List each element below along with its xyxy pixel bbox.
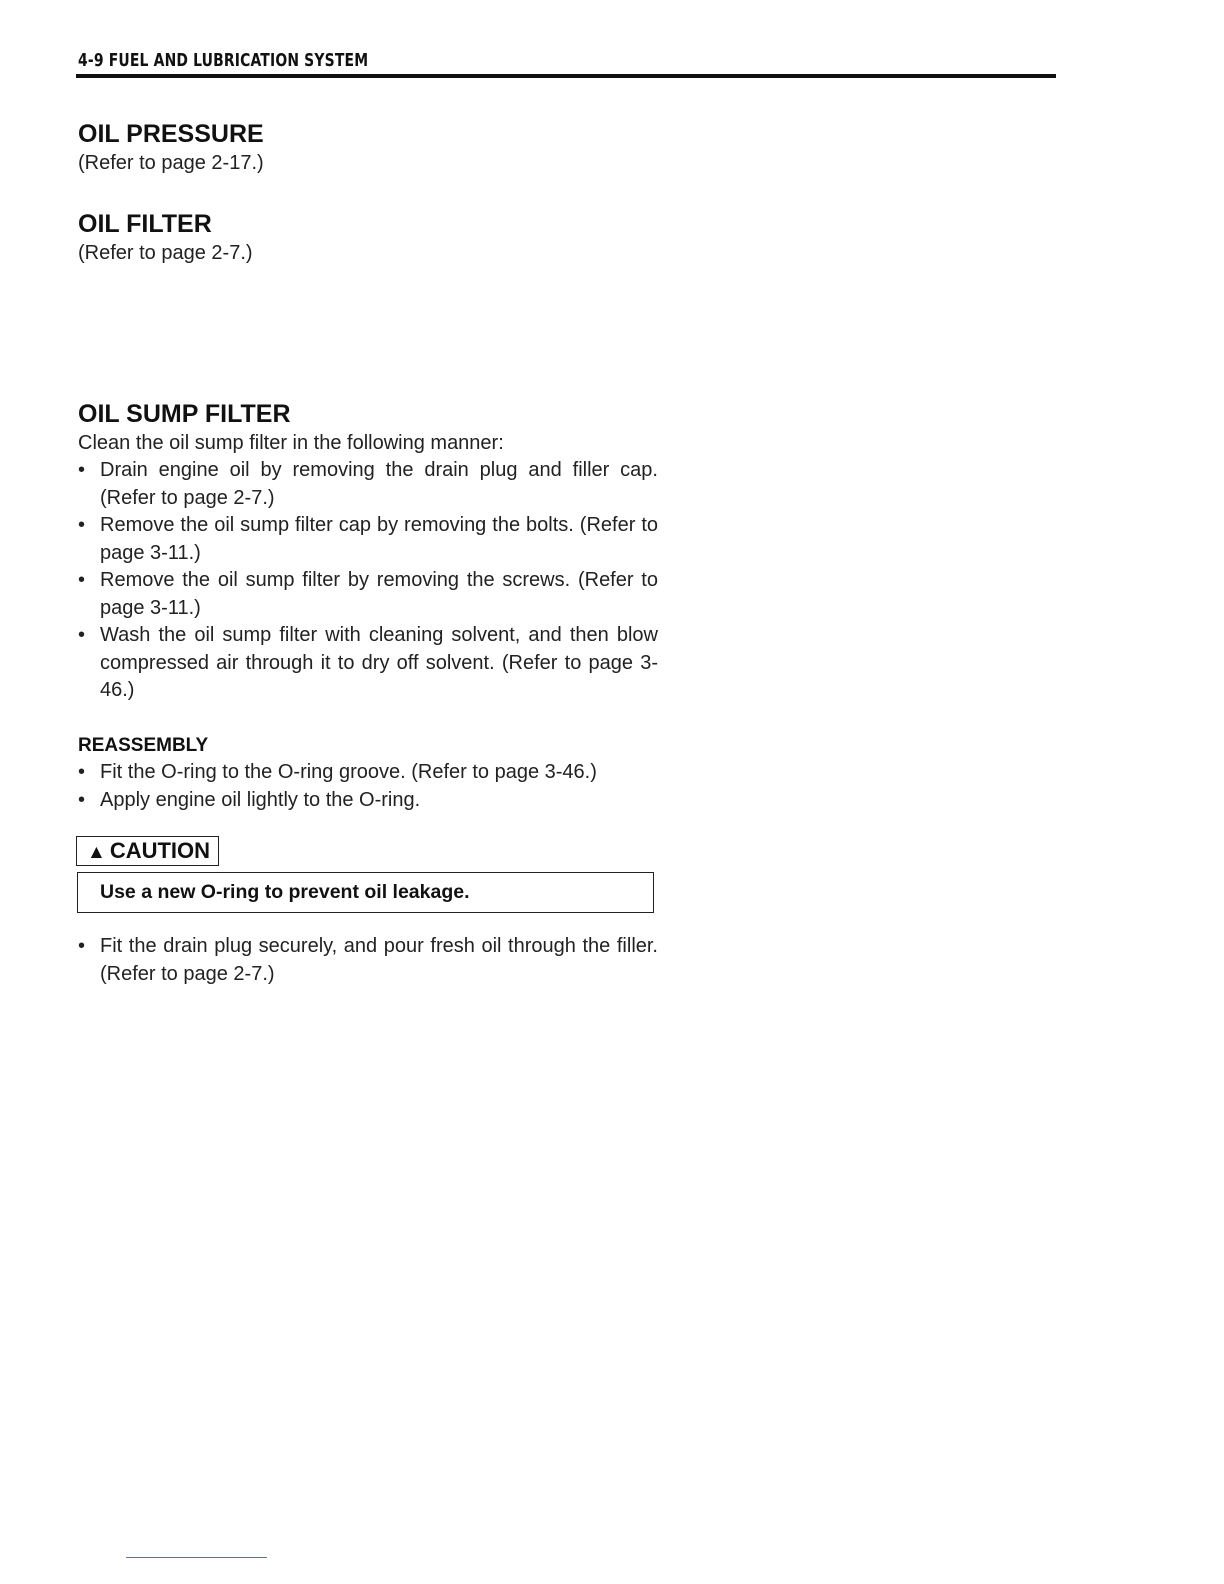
section-oil-pressure	[78, 119, 264, 177]
bullet-icon: •	[78, 459, 86, 481]
section-title-oil-pressure: OIL PRESSURE	[78, 120, 264, 148]
section-final-step	[78, 933, 658, 988]
bullet-icon: •	[78, 569, 86, 591]
list-item	[78, 787, 658, 815]
sump-step-text: Wash the oil sump filter with cleaning solvent, and then blow compressed air through it to dry off solvent. (Refer to page 3-46.)	[100, 624, 658, 701]
list-item	[78, 933, 658, 988]
sump-intro: Clean the oil sump filter in the following manner:	[78, 432, 504, 454]
header-rule	[76, 74, 1056, 78]
section-title-oil-sump-filter: OIL SUMP FILTER	[78, 400, 291, 428]
list-item	[78, 567, 658, 622]
caution-label-text: CAUTION	[109, 838, 211, 863]
refer-oil-pressure: (Refer to page 2-17.)	[78, 152, 264, 174]
section-title-oil-filter: OIL FILTER	[78, 210, 212, 238]
footer-rule	[126, 1557, 267, 1558]
sump-step-text: Drain engine oil by removing the drain plug and filler cap. (Refer to page 2-7.)	[100, 459, 658, 509]
sump-step-text: Remove the oil sump filter by removing the screws. (Refer to page 3-11.)	[100, 569, 658, 619]
reassembly-steps-list	[78, 759, 658, 814]
running-header: 4-9 FUEL AND LUBRICATION SYSTEM	[78, 50, 369, 71]
caution-box	[77, 872, 654, 913]
refer-oil-filter: (Refer to page 2-7.)	[78, 242, 253, 264]
caution-text: Use a new O-ring to prevent oil leakage.	[100, 881, 470, 903]
sump-step-text: Remove the oil sump filter cap by removing the bolts. (Refer to page 3-11.)	[100, 514, 658, 564]
list-item	[78, 512, 658, 567]
bullet-icon: •	[78, 788, 86, 811]
final-steps-list	[78, 933, 658, 988]
final-step-text: Fit the drain plug securely, and pour fresh oil through the filler. (Refer to page 2-7.)	[100, 935, 658, 985]
caution-label	[76, 836, 219, 866]
warning-triangle-icon: ▲	[87, 842, 106, 863]
reassembly-step-text: Fit the O-ring to the O-ring groove. (Refer to page 3-46.)	[100, 761, 597, 783]
bullet-icon: •	[78, 935, 86, 957]
section-reassembly	[78, 733, 658, 814]
list-item	[78, 457, 658, 512]
reassembly-heading: REASSEMBLY	[78, 735, 209, 756]
bullet-icon: •	[78, 624, 86, 646]
section-oil-sump-filter	[78, 399, 658, 705]
sump-steps-list	[78, 457, 658, 705]
list-item	[78, 622, 658, 705]
list-item	[78, 759, 658, 787]
bullet-icon: •	[78, 514, 86, 536]
reassembly-step-text: Apply engine oil lightly to the O-ring.	[100, 788, 421, 811]
section-oil-filter	[78, 209, 253, 267]
bullet-icon: •	[78, 761, 86, 783]
